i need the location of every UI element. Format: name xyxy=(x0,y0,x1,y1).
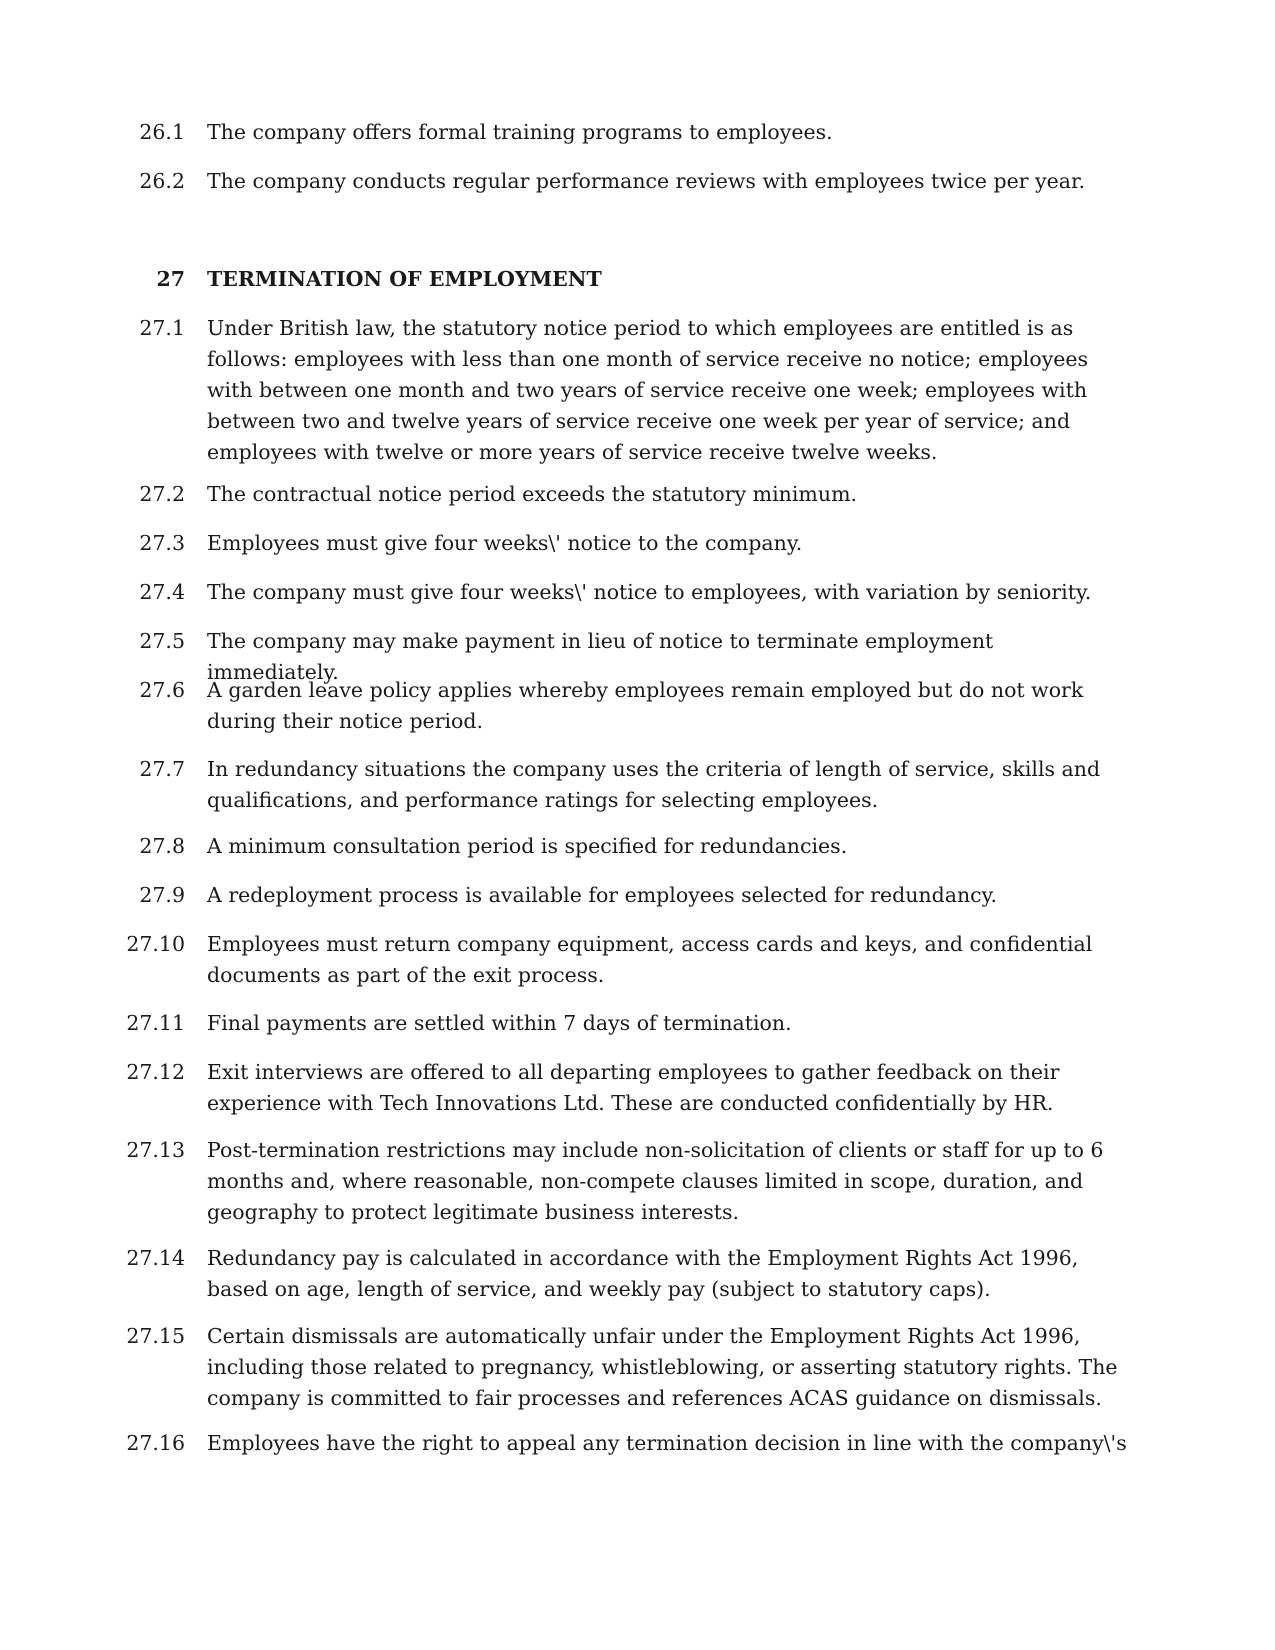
clause-number: 27.5 xyxy=(139,629,185,653)
clause-number: 27.1 xyxy=(139,316,185,340)
clause-number: 27.13 xyxy=(126,1138,185,1162)
section-number: 27 xyxy=(156,267,185,291)
clause-text: Employees have the right to appeal any termination decision in line with the company\'s xyxy=(207,1431,1127,1455)
clause-number: 27.14 xyxy=(126,1246,185,1270)
section-title: TERMINATION OF EMPLOYMENT xyxy=(207,267,602,291)
clause-text: A redeployment process is available for employees selected for redundancy. xyxy=(207,883,998,907)
clause-number: 27.16 xyxy=(126,1431,185,1455)
clause-text: A garden leave policy applies whereby employees remain employed but do not work during their notice period. xyxy=(207,678,1084,733)
clause-number: 27.4 xyxy=(139,580,185,604)
clause-text: Under British law, the statutory notice period to which employees are entitled is as follows: employees with less than one month of service receive no notice; employees with between one month and two years of service receive one week; employees with between two and twelve years of service receive one week per year of service; and employees with twelve or more years of service receive twelve weeks. xyxy=(207,316,1089,464)
clause-number: 27.3 xyxy=(139,531,185,555)
clause-number: 27.8 xyxy=(139,834,185,858)
clause-number: 27.9 xyxy=(139,883,185,907)
clause-text: The contractual notice period exceeds the statutory minimum. xyxy=(207,482,858,506)
clause-text: Exit interviews are offered to all departing employees to gather feedback on their experience with Tech Innovations Ltd. These are conducted confidentially by HR. xyxy=(207,1060,1060,1115)
clause-text: Employees must return company equipment, access cards and keys, and confidential documents as part of the exit process. xyxy=(207,932,1093,987)
clause-text: In redundancy situations the company uses the criteria of length of service, skills and qualifications, and performance ratings for selecting employees. xyxy=(207,757,1101,812)
clause-number: 27.15 xyxy=(126,1324,185,1348)
clause-text: The company conducts regular performance reviews with employees twice per year. xyxy=(207,169,1086,193)
clause-number: 27.11 xyxy=(126,1011,185,1035)
clause-number: 27.12 xyxy=(126,1060,185,1084)
clause-text: A minimum consultation period is specified for redundancies. xyxy=(207,834,848,858)
clause-number: 27.10 xyxy=(126,932,185,956)
clause-number: 27.6 xyxy=(139,678,185,702)
clause-text: Post-termination restrictions may include non-solicitation of clients or staff for up to 6 months and, where reasonable, non-compete clauses limited in scope, duration, and geography to protect legitimate business interests. xyxy=(207,1138,1104,1224)
clause-text: The company must give four weeks\' notice to employees, with variation by seniority. xyxy=(207,580,1092,604)
clause-text: The company offers formal training programs to employees. xyxy=(207,120,833,144)
clause-number: 27.7 xyxy=(139,757,185,781)
clause-number: 27.2 xyxy=(139,482,185,506)
clause-text: Certain dismissals are automatically unfair under the Employment Rights Act 1996, including those related to pregnancy, whistleblowing, or asserting statutory rights. The company is committed to fair processes and references ACAS guidance on dismissals. xyxy=(207,1324,1118,1410)
clause-number: 26.1 xyxy=(139,120,185,144)
clause-text: Employees must give four weeks\' notice to the company. xyxy=(207,531,803,555)
clause-text: The company may make payment in lieu of notice to terminate employment immediately. xyxy=(207,629,994,684)
clause-number: 26.2 xyxy=(139,169,185,193)
clause-text: Redundancy pay is calculated in accordance with the Employment Rights Act 1996, based on age, length of service, and weekly pay (subject to statutory caps). xyxy=(207,1246,1079,1301)
clause-text: Final payments are settled within 7 days of termination. xyxy=(207,1011,792,1035)
